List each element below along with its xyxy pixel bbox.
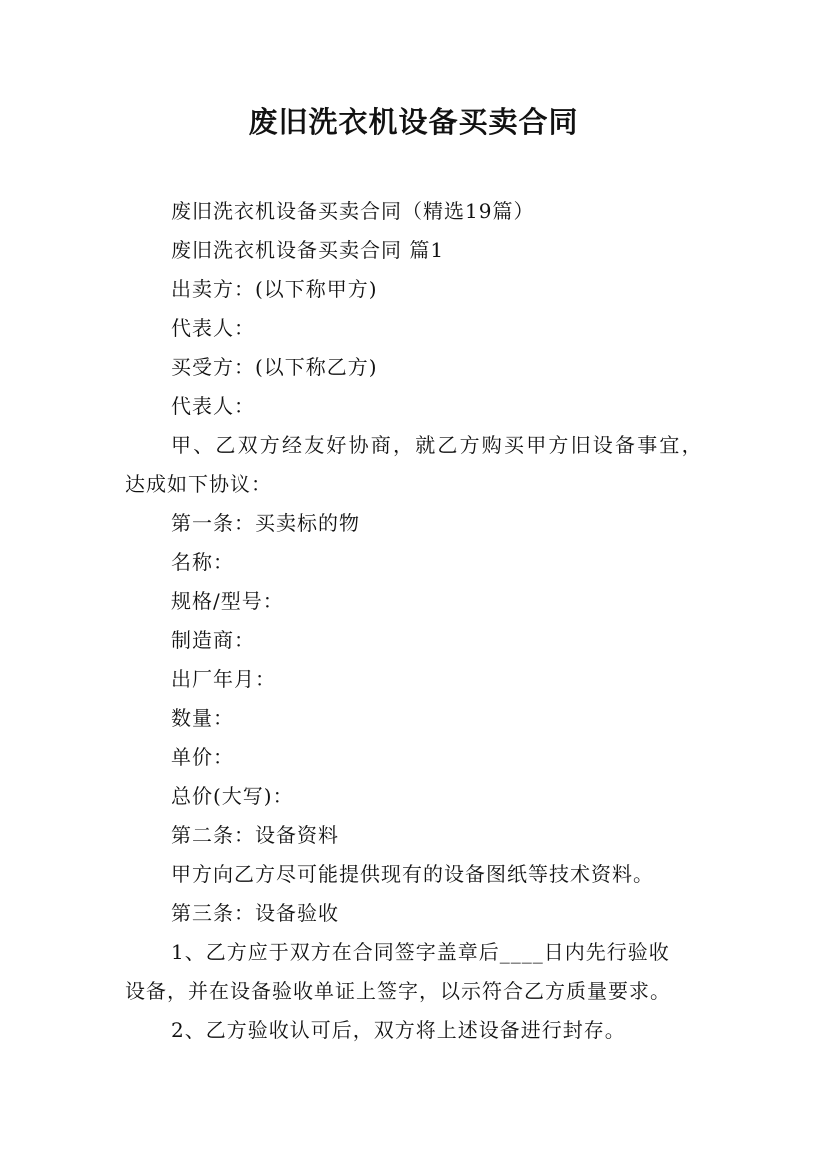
article-2-heading: 第二条：设备资料 (171, 823, 339, 847)
document-title: 废旧洗衣机设备买卖合同 (248, 105, 579, 139)
field-quantity: 数量： (171, 706, 234, 730)
field-manufacture-date: 出厂年月： (171, 667, 276, 691)
field-manufacturer: 制造商： (171, 628, 255, 652)
buyer-representative-line: 代表人： (171, 394, 255, 418)
agreement-paragraph-line-2: 达成如下协议： (125, 472, 272, 496)
article-3-heading: 第三条：设备验收 (171, 901, 339, 925)
section-heading: 废旧洗衣机设备买卖合同 篇1 (171, 238, 445, 262)
buyer-line: 买受方：(以下称乙方) (171, 355, 378, 379)
seller-representative-line: 代表人： (171, 316, 255, 340)
article-3-clause-2: 2、乙方验收认可后，双方将上述设备进行封存。 (171, 1018, 626, 1042)
field-name: 名称： (171, 550, 234, 574)
article-1-heading: 第一条：买卖标的物 (171, 511, 360, 535)
seller-line: 出卖方：(以下称甲方) (171, 277, 378, 301)
article-3-clause-1-line-2: 设备，并在设备验收单证上签字，以示符合乙方质量要求。 (125, 979, 671, 1003)
field-total-price: 总价(大写)： (171, 784, 294, 808)
field-unit-price: 单价： (171, 745, 234, 769)
article-2-body: 甲方向乙方尽可能提供现有的设备图纸等技术资料。 (171, 862, 654, 886)
field-model: 规格/型号： (171, 589, 284, 613)
subtitle-line: 废旧洗衣机设备买卖合同（精选19篇） (171, 199, 535, 223)
agreement-paragraph-line-1: 甲、乙双方经友好协商，就乙方购买甲方旧设备事宜， (171, 433, 704, 457)
article-3-clause-1-line-1: 1、乙方应于双方在合同签字盖章后____日内先行验收 (171, 940, 670, 964)
